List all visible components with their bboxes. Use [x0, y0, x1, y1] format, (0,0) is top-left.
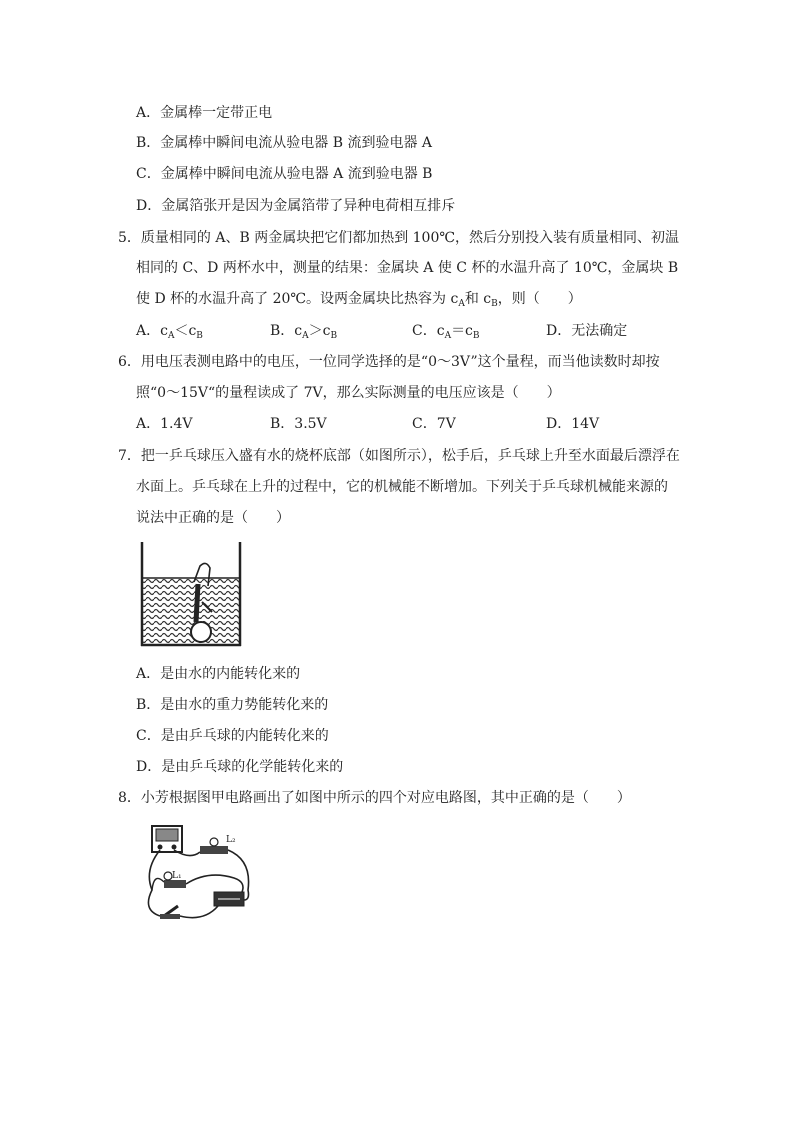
q6-option-a: A．1.4V: [136, 416, 193, 432]
q5-option-c: C．$c_A=c_B$: [412, 323, 480, 341]
q5-option-a: A．$c_A<c_B$: [136, 323, 203, 341]
q7-option-a: A．是由水的内能转化来的: [136, 666, 301, 682]
q5-option-b: B．$c_A>c_B$: [270, 323, 338, 341]
beaker-figure: [138, 542, 246, 648]
q6-option-c: C．7V: [412, 416, 456, 432]
q6-option-b: B．3.5V: [270, 416, 327, 432]
q4-option-a: A．金属棒一定带正电: [136, 105, 273, 121]
q7-option-d: D．是由乒乓球的化学能转化来的: [136, 759, 344, 775]
q8-stem-line-1: 8．小芳根据图甲电路画出了如图中所示的四个对应电路图，其中正确的是（ ）: [118, 790, 631, 806]
label-l1: L₁: [172, 871, 182, 881]
circuit-figure: [138, 820, 268, 930]
q6-stem-line-1: 6．用电压表测电路中的电压，一位同学选择的是“0～3V”这个量程，而当他读数时却按: [118, 354, 660, 370]
q6-option-d: D．14V: [546, 416, 600, 432]
q7-option-c: C．是由乒乓球的内能转化来的: [136, 728, 329, 744]
q5-stem-line-3: 使 D 杯的水温升高了 20℃。设两金属块比热容为 $c_A$和 $c_B$，则（ ）: [136, 291, 582, 309]
q7-stem-line-3: 说法中正确的是（ ）: [136, 510, 290, 526]
q7-stem-line-1: 7．把一乒乓球压入盛有水的烧杯底部（如图所示），松手后，乒乓球上升至水面最后漂浮在: [118, 448, 680, 464]
q5-stem-line-1: 5．质量相同的 A、B 两金属块把它们都加热到 100℃，然后分别投入装有质量相同、初温: [118, 230, 680, 246]
q7-option-b: B．是由水的重力势能转化来的: [136, 697, 329, 713]
q6-stem-line-2: 照“0～15V“的量程读成了 7V，那么实际测量的电压应该是（ ）: [136, 385, 561, 401]
q4-option-c: C．金属棒中瞬间电流从验电器 A 流到验电器 B: [136, 166, 433, 182]
q4-option-b: B．金属棒中瞬间电流从验电器 B 流到验电器 A: [136, 135, 433, 151]
label-l2: L₂: [226, 835, 236, 845]
q5-option-d: D．无法确定: [546, 323, 628, 339]
q4-option-d: D．金属箔张开是因为金属箔带了异种电荷相互排斥: [136, 198, 456, 214]
q5-stem-line-2: 相同的 C、D 两杯水中，测量的结果：金属块 A 使 C 杯的水温升高了 10℃，金属块 B: [136, 260, 679, 276]
q7-stem-line-2: 水面上。乒乓球在上升的过程中，它的机械能不断增加。下列关于乒乓球机械能来源的: [136, 479, 668, 495]
